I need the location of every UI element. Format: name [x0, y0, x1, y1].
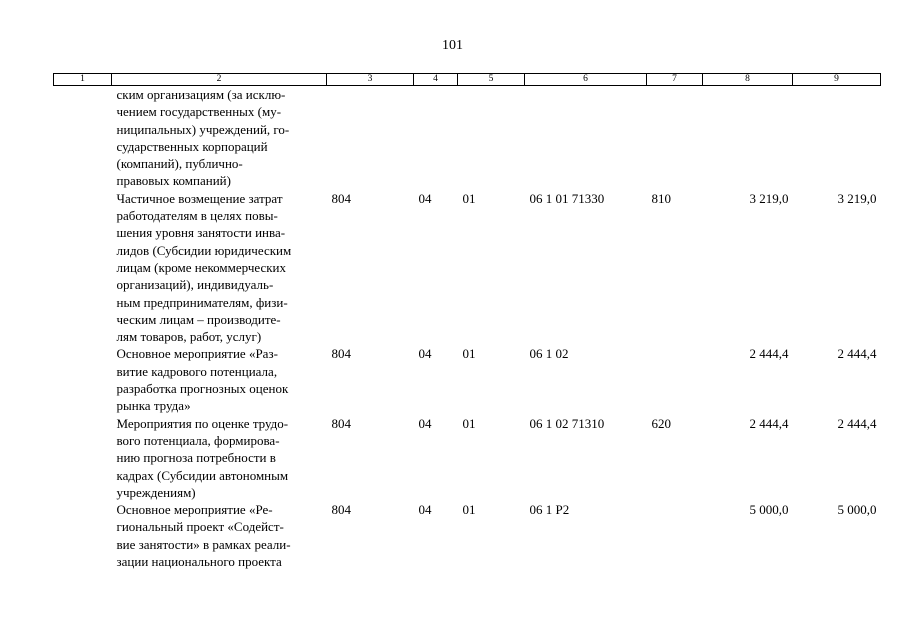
table-row — [54, 415, 881, 501]
cell-section: 04 — [418, 502, 432, 518]
cell-section: 04 — [418, 346, 432, 362]
budget-table — [53, 73, 881, 570]
cell-item-name: Мероприятия по оценке трудо- вого потенциала, формирова- нию прогноза потребности в кадрах (Субсидии автономным учреждениям) — [116, 415, 289, 500]
cell-item-name: Основное мероприятие «Ре- гиональный проект «Содейст- вие занятости» в рамках реали- зации национального проекта — [116, 502, 291, 570]
cell-section: 04 — [418, 415, 432, 431]
cell-ministry-code: 804 — [331, 346, 351, 362]
cell-ministry-code: 804 — [331, 190, 351, 206]
cell-amount-year1: 2 444,4 — [749, 415, 789, 431]
column-header-7: 7 — [647, 74, 703, 86]
column-header-5: 5 — [458, 74, 525, 86]
table-header — [54, 74, 881, 86]
cell-item-name: ским организациям (за исклю- чением государственных (му- ниципальных) учреждений, го- сударственных корпораций (компаний), публично- правовых компаний) — [116, 87, 290, 189]
cell-section — [414, 86, 458, 190]
column-header-2: 2 — [112, 74, 327, 86]
cell-subsection — [458, 86, 525, 190]
cell-col1 — [54, 190, 112, 346]
column-header-3: 3 — [327, 74, 414, 86]
cell-expense-type — [647, 345, 703, 414]
cell-amount-year2: 5 000,0 — [837, 502, 877, 518]
table-row — [54, 501, 881, 570]
cell-target-article: 06 1 02 — [529, 346, 569, 362]
cell-subsection: 01 — [462, 190, 476, 206]
page-number: 101 — [442, 38, 463, 53]
cell-item-name: Основное мероприятие «Раз- витие кадрового потенциала, разработка прогнозных оценок рынка труда» — [116, 346, 289, 414]
cell-ministry-code: 804 — [331, 502, 351, 518]
cell-expense-type: 620 — [651, 415, 671, 431]
column-header-8: 8 — [703, 74, 793, 86]
cell-amount-year1: 5 000,0 — [749, 502, 789, 518]
cell-subsection: 01 — [462, 346, 476, 362]
cell-amount-year2: 3 219,0 — [837, 190, 877, 206]
cell-col1 — [54, 86, 112, 190]
cell-target-article: 06 1 P2 — [529, 502, 570, 518]
cell-col1 — [54, 501, 112, 570]
cell-section: 04 — [418, 190, 432, 206]
table-body — [54, 86, 881, 571]
cell-subsection: 01 — [462, 415, 476, 431]
cell-amount-year2: 2 444,4 — [837, 346, 877, 362]
column-header-4: 4 — [414, 74, 458, 86]
cell-item-name: Частичное возмещение затрат работодателям в целях повы- шения уровня занятости инва- лидов (Субсидии юридическим лицам (кроме некоммерческих организаций), индивидуаль- ным предпринимателям, физи- ческим лицам – производите- лям товаров, работ, услуг) — [116, 190, 292, 345]
cell-target-article: 06 1 02 71310 — [529, 415, 605, 431]
cell-amount-year1 — [703, 86, 793, 190]
table-row — [54, 86, 881, 190]
cell-ministry-code — [327, 86, 414, 190]
cell-col1 — [54, 345, 112, 414]
cell-target-article — [525, 86, 647, 190]
cell-amount-year2: 2 444,4 — [837, 415, 877, 431]
cell-expense-type — [647, 501, 703, 570]
table-row — [54, 190, 881, 346]
cell-expense-type — [647, 86, 703, 190]
cell-subsection: 01 — [462, 502, 476, 518]
cell-col1 — [54, 415, 112, 501]
column-header-6: 6 — [525, 74, 647, 86]
cell-amount-year1: 3 219,0 — [749, 190, 789, 206]
cell-amount-year2 — [793, 86, 881, 190]
column-header-1: 1 — [54, 74, 112, 86]
cell-ministry-code: 804 — [331, 415, 351, 431]
cell-target-article: 06 1 01 71330 — [529, 190, 605, 206]
table-row — [54, 345, 881, 414]
cell-expense-type: 810 — [651, 190, 671, 206]
header-row — [54, 74, 881, 86]
column-header-9: 9 — [793, 74, 881, 86]
cell-amount-year1: 2 444,4 — [749, 346, 789, 362]
